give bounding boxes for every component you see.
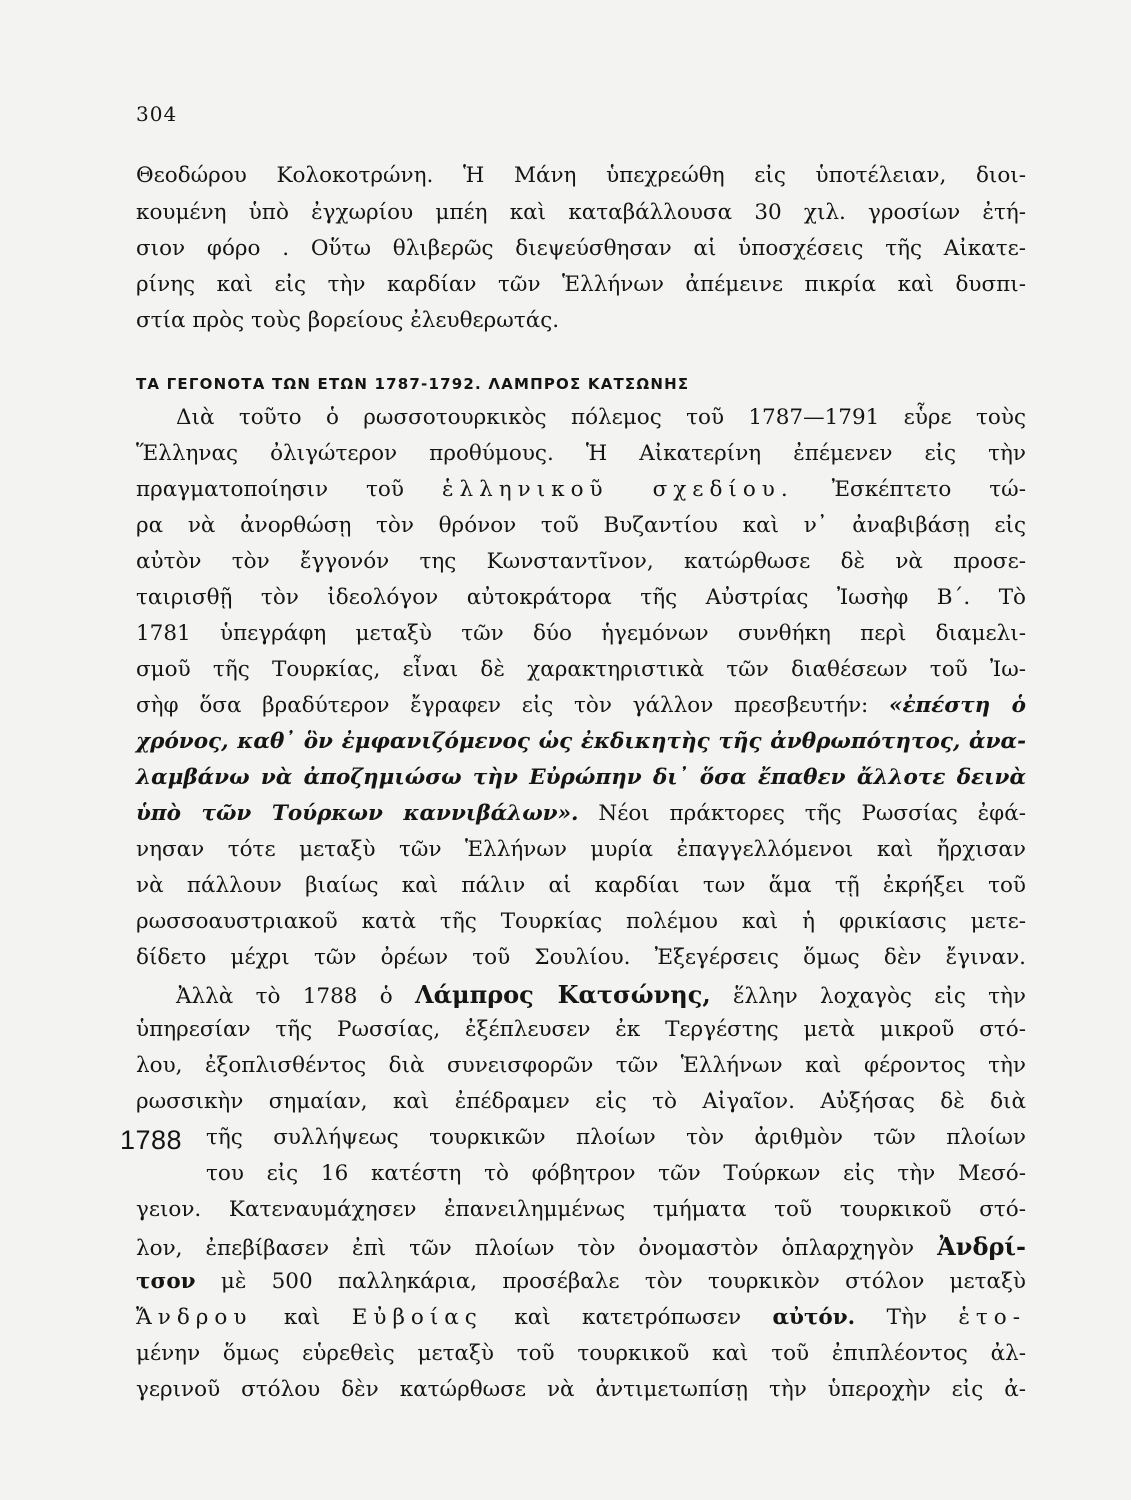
text-line: μένην ὅμως εὑρεθεὶς μεταξὺ τοῦ τουρκικοῦ καὶ τοῦ ἐπιπλέοντος ἀλ- xyxy=(136,1341,1026,1366)
text-line xyxy=(136,479,1026,501)
quote-line: λαμβάνω νὰ ἀποζημιώσω τὴν Εὐρώπην δι᾽ ὅσα ἔπαθεν ἄλλοτε δεινὰ xyxy=(136,765,1026,790)
text-fragment: λον, ἐπεβίβασεν ἐπὶ τῶν πλοίων τὸν ὀνομαστὸν ὁπλαρχηγὸν xyxy=(136,1236,915,1261)
text-line: ρωσσικὴν σημαίαν, καὶ ἐπέδραμεν εἰς τὸ Αἰγαῖον. Αὐξήσας δὲ διὰ xyxy=(136,1089,1026,1114)
text-line: ρίνης καὶ εἰς τὴν καρδίαν τῶν Ἑλλήνων ἀπέμεινε πικρία καὶ δυσπι- xyxy=(136,272,1026,297)
quote-text: ὑπὸ τῶν Τούρκων καννιβάλων». xyxy=(136,801,579,826)
text-fragment: Τὴν xyxy=(886,1305,927,1330)
text-fragment: Ἀλλὰ τὸ 1788 ὁ xyxy=(176,984,393,1009)
text-line: αὐτὸν τὸν ἔγγονόν της Κωνσταντῖνον, κατώρθωσε δὲ νὰ προσε- xyxy=(136,549,1026,574)
text-line: σμοῦ τῆς Τουρκίας, εἶναι δὲ χαρακτηριστικὰ τῶν διαθέσεων τοῦ Ἰω- xyxy=(136,657,1026,682)
emphasis-spaced-text: ἑτο- xyxy=(958,1305,1026,1330)
margin-year: 1788 xyxy=(120,1125,183,1155)
name-bold: Λάμπρος Κατσώνης, xyxy=(414,980,711,1009)
text-line xyxy=(176,980,1026,1009)
section-heading: ΤΑ ΓΕΓΟΝΟΤΑ ΤΩΝ ΕΤΩΝ 1787-1792. ΛΑΜΠΡΟΣ ΚΑΤΣΩΝΗΣ xyxy=(136,375,690,393)
name-bold: τσον xyxy=(136,1269,196,1294)
text-fragment: σὴφ ὅσα βραδύτερον ἔγραφεν εἰς τὸν γάλλον πρεσβευτήν: xyxy=(136,693,869,718)
name-bold: Ἀνδρί- xyxy=(937,1232,1026,1261)
text-line: ρωσσοαυστριακοῦ κατὰ τῆς Τουρκίας πολέμου καὶ ἡ φρικίασις μετε- xyxy=(136,909,1026,934)
quote-line: χρόνος, καθ᾽ ὃν ἐμφανιζόμενος ὡς ἐκδικητὴς τῆς ἀνθρωπότητος, ἀνα- xyxy=(136,729,1026,754)
text-line: στία πρὸς τοὺς βορείους ἐλευθερωτάς. xyxy=(136,308,560,333)
text-line xyxy=(136,1307,1026,1329)
text-line xyxy=(136,1232,1026,1261)
text-line xyxy=(136,695,1026,717)
text-line: λου, ἐξοπλισθέντος διὰ συνεισφορῶν τῶν Ἑλλήνων καὶ φέροντος τὴν xyxy=(136,1053,1026,1078)
text-line: ρα νὰ ἀνορθώσῃ τὸν θρόνον τοῦ Βυζαντίου καὶ ν᾽ ἀναβιβάσῃ εἰς xyxy=(136,513,1026,538)
text-line: γειον. Κατεναυμάχησεν ἐπανειλημμένως τμήματα τοῦ τουρκικοῦ στό- xyxy=(136,1197,1026,1222)
text-line: νὰ πάλλουν βιαίως καὶ πάλιν αἱ καρδίαι των ἅμα τῇ ἐκρήξει τοῦ xyxy=(136,873,1026,898)
text-line: ὑπηρεσίαν τῆς Ρωσσίας, ἐξέπλευσεν ἐκ Τεργέστης μετὰ μικροῦ στό- xyxy=(136,1017,1026,1042)
text-line xyxy=(136,1271,1026,1293)
text-fragment: ἕλλην λοχαγὸς εἰς τὴν xyxy=(732,984,1026,1009)
text-line: 1781 ὑπεγράφη μεταξὺ τῶν δύο ἡγεμόνων συνθήκη περὶ διαμελι- xyxy=(136,621,1026,646)
text-fragment: Νέοι πράκτορες τῆς Ρωσσίας ἐφά- xyxy=(598,801,1026,826)
text-line: κουμένη ὑπὸ ἐγχωρίου μπέη καὶ καταβάλλουσα 30 χιλ. γροσίων ἐτή- xyxy=(136,200,1026,225)
text-fragment: πραγματοποίησιν τοῦ xyxy=(136,477,404,502)
text-line: του εἰς 16 κατέστη τὸ φόβητρον τῶν Τούρκων εἰς τὴν Μεσό- xyxy=(206,1161,1026,1186)
emphasis-spaced-text: Ἄνδρου xyxy=(136,1305,253,1330)
text-fragment: μὲ 500 παλληκάρια, προσέβαλε τὸν τουρκικὸν στόλον μεταξὺ xyxy=(220,1269,1026,1294)
text-line: σιον φόρο . Οὕτω θλιβερῶς διεψεύσθησαν αἱ ὑποσχέσεις τῆς Αἰκατε- xyxy=(136,236,1026,261)
text-fragment: καὶ κατετρόπωσεν xyxy=(514,1305,742,1330)
text-line: γερινοῦ στόλου δὲν κατώρθωσε νὰ ἀντιμετωπίσῃ τὴν ὑπεροχὴν εἰς ἀ- xyxy=(136,1377,1026,1402)
text-line: Θεοδώρου Κολοκοτρώνη. Ἡ Μάνη ὑπεχρεώθη εἰς ὑποτέλειαν, διοι- xyxy=(136,163,1026,188)
text-fragment: καὶ xyxy=(283,1305,321,1330)
text-line: τῆς συλλήψεως τουρκικῶν πλοίων τὸν ἀριθμὸν τῶν πλοίων xyxy=(206,1125,1026,1150)
quote-text: «ἐπέστη ὁ xyxy=(889,693,1026,718)
page-number: 304 xyxy=(136,102,178,126)
text-fragment: Ἐσκέπτετο τώ- xyxy=(831,477,1026,502)
emphasis-bold-text: αὐτόν. xyxy=(772,1305,856,1330)
text-line xyxy=(136,803,1026,825)
text-line: δίδετο μέχρι τῶν ὀρέων τοῦ Σουλίου. Ἐξεγέρσεις ὅμως δὲν ἔγιναν. xyxy=(136,945,1026,970)
text-line: Ἕλληνας ὀλιγώτερον προθύμους. Ἡ Αἰκατερίνη ἐπέμενεν εἰς τὴν xyxy=(136,441,1026,466)
emphasis-spaced-text: ἑλληνικοῦ σχεδίου. xyxy=(441,477,794,502)
text-line: ταιρισθῇ τὸν ἰδεολόγον αὐτοκράτορα τῆς Αὐστρίας Ἰωσὴφ Β΄. Τὸ xyxy=(136,585,1026,610)
text-line: Διὰ τοῦτο ὁ ρωσσοτουρκικὸς πόλεμος τοῦ 1787—1791 εὗρε τοὺς xyxy=(176,405,1026,430)
text-line: νησαν τότε μεταξὺ τῶν Ἑλλήνων μυρία ἐπαγγελλόμενοι καὶ ἤρχισαν xyxy=(136,837,1026,862)
emphasis-spaced-text: Εὐβοίας xyxy=(351,1305,483,1330)
